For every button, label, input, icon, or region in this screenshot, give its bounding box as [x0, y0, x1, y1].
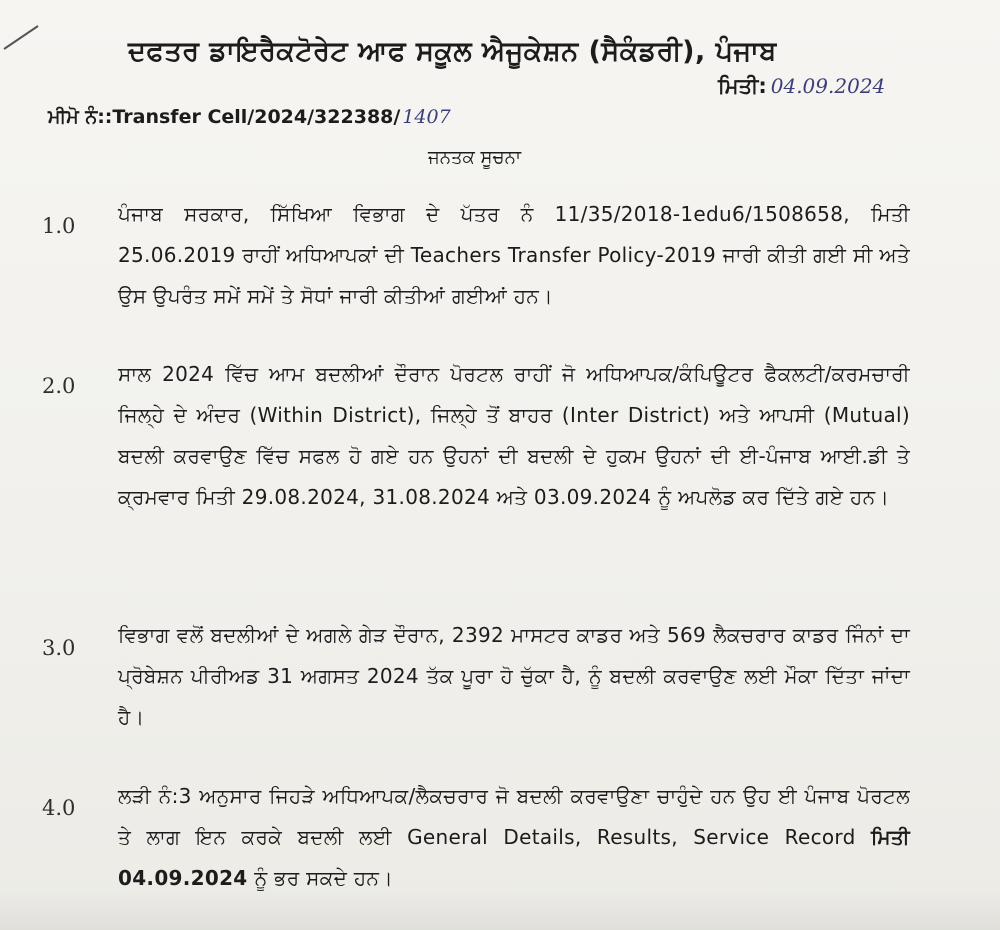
notice-title: ਜਨਤਕ ਸੂਚਨਾ — [428, 147, 522, 168]
memo-label: ਮੀਮੋ ਨੰ::Transfer Cell/2024/322388/ — [48, 106, 401, 128]
date-label: ਮਿਤੀ: — [718, 74, 767, 98]
paragraph-4-text-end: ਨੂੰ ਭਰ ਸਕਦੇ ਹਨ। — [247, 866, 393, 890]
paragraph-number-2: 2.0 — [42, 374, 76, 398]
paragraph-number-1: 1.0 — [42, 214, 76, 238]
paragraph-2: ਸਾਲ 2024 ਵਿੱਚ ਆਮ ਬਦਲੀਆਂ ਦੌਰਾਨ ਪੋਰਟਲ ਰਾਹੀਂ ਜੋ ਅਧਿਆਪਕ/ਕੰਪਿਊਟਰ ਫੈਕਲਟੀ/ਕਰਮਚਾਰੀ ਜਿਲ੍ਹੇ ਦੇ ਅੰਦਰ (Within District), ਜਿਲ੍ਹੇ ਤੋਂ ਬਾਹਰ (Inter District) ਅਤੇ ਆਪਸੀ (Mutual) ਬਦਲੀ ਕਰਵਾਉਣ ਵਿੱਚ ਸਫਲ ਹੋ ਗਏ ਹਨ ਉਹਨਾਂ ਦੀ ਬਦਲੀ ਦੇ ਹੁਕਮ ਉਹਨਾਂ ਦੀ ਈ-ਪੰਜਾਬ ਆਈ.ਡੀ ਤੇ ਕ੍ਰਮਵਾਰ ਮਿਤੀ 29.08.2024, 31.08.2024 ਅਤੇ 03.09.2024 ਨੂੰ ਅਪਲੋਡ ਕਰ ਦਿੱਤੇ ਗਏ ਹਨ। — [118, 362, 910, 509]
handwritten-memo-number: 1407 — [402, 106, 451, 128]
paragraph-number-4: 4.0 — [42, 796, 76, 820]
handwritten-date: 04.09.2024 — [770, 74, 886, 98]
paragraph-4 — [118, 776, 910, 899]
page-shadow — [0, 890, 1000, 930]
date-line — [718, 74, 885, 99]
paragraph-4-text: ਲੜੀ ਨੰ:3 ਅਨੁਸਾਰ ਜਿਹੜੇ ਅਧਿਆਪਕ/ਲੈਕਚਰਾਰ ਜੋ ਬਦਲੀ ਕਰਵਾਉਣਾ ਚਾਹੁੰਦੇ ਹਨ ਉਹ ਈ ਪੰਜਾਬ ਪੋਰਟਲ ਤੇ ਲਾਗ ਇਨ ਕਰਕੇ ਬਦਲੀ ਲਈ General Details, Results, Service Record — [118, 784, 910, 849]
memo-line — [48, 106, 451, 128]
paragraph-number-3: 3.0 — [42, 636, 76, 660]
pen-stroke-mark — [2, 22, 42, 52]
paragraph-3: ਵਿਭਾਗ ਵਲੋਂ ਬਦਲੀਆਂ ਦੇ ਅਗਲੇ ਗੇੜ ਦੌਰਾਨ, 2392 ਮਾਸਟਰ ਕਾਡਰ ਅਤੇ 569 ਲੈਕਚਰਾਰ ਕਾਡਰ ਜਿੰਨਾਂ ਦਾ ਪ੍ਰੋਬੇਸ਼ਨ ਪੀਰੀਅਡ 31 ਅਗਸਤ 2024 ਤੱਕ ਪੂਰਾ ਹੋ ਚੁੱਕਾ ਹੈ, ਨੂੰ ਬਦਲੀ ਕਰਵਾਉਣ ਲਈ ਮੌਕਾ ਦਿੱਤਾ ਜਾਂਦਾ ਹੈ। — [118, 623, 910, 729]
paragraph-1: ਪੰਜਾਬ ਸਰਕਾਰ, ਸਿੱਖਿਆ ਵਿਭਾਗ ਦੇ ਪੱਤਰ ਨੰ 11/35/2018-1edu6/1508658, ਮਿਤੀ 25.06.2019 ਰਾਹੀਂ ਅਧਿਆਪਕਾਂ ਦੀ Teachers Transfer Policy-2019 ਜਾਰੀ ਕੀਤੀ ਗਈ ਸੀ ਅਤੇ ਉਸ ਉਪਰੰਤ ਸਮੇਂ ਸਮੇਂ ਤੇ ਸੋਧਾਂ ਜਾਰੀ ਕੀਤੀਆਂ ਗਈਆਂ ਹਨ। — [118, 202, 910, 308]
office-title: ਦਫਤਰ ਡਾਇਰੈਕਟੋਰੇਟ ਆਫ ਸਕੂਲ ਐਜੂਕੇਸ਼ਨ (ਸੈਕੰਡਰੀ), ਪੰਜਾਬ — [128, 36, 777, 67]
deadline-date: ਮਿਤੀ 04.09.2024 — [118, 825, 910, 890]
